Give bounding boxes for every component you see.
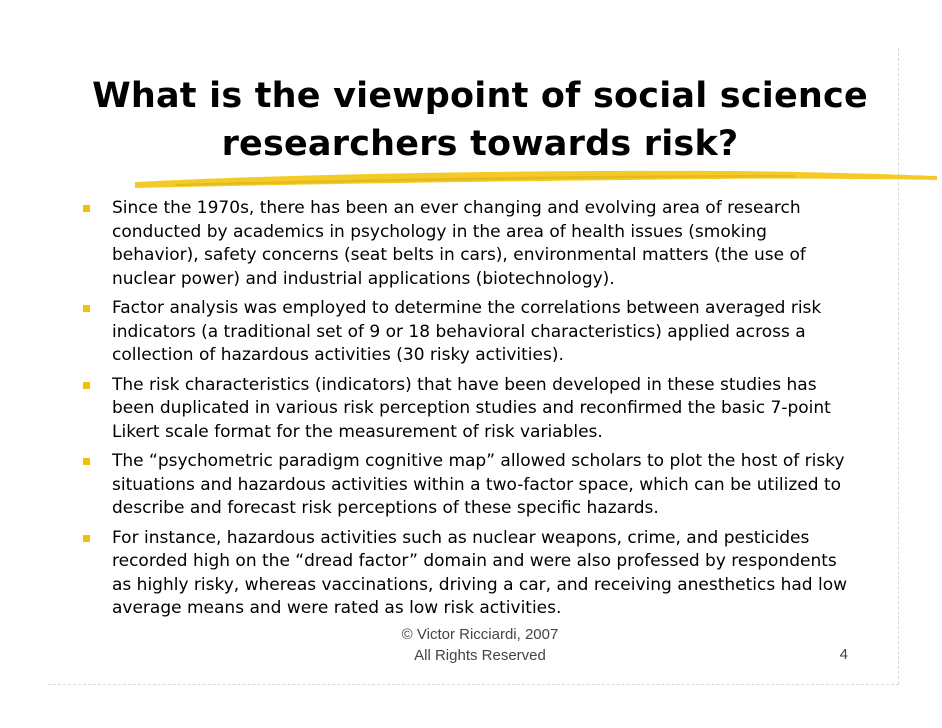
bullet-item <box>66 527 856 621</box>
bullet-square-icon <box>83 535 90 542</box>
title-line-1: What is the viewpoint of social science <box>92 76 868 116</box>
footer-copyright-line-2: All Rights Reserved <box>414 647 546 664</box>
bullet-text: Factor analysis was employed to determine the correlations between averaged risk indicators (a traditional set of 9 or 18 behavioral characteristics) applied across a collection of hazardous activities (30 risky activities). <box>112 298 822 365</box>
bullet-item <box>66 297 856 368</box>
bullet-text: Since the 1970s, there has been an ever changing and evolving area of research conducted by academics in psychology in the area of health issues (smoking behavior), safety concerns (seat belts in cars), environmental matters (the use of nuclear power) and industrial applications (biotechnology). <box>112 198 806 289</box>
bullet-square-icon <box>83 458 90 465</box>
bullet-text: For instance, hazardous activities such as nuclear weapons, crime, and pesticides recorded high on the “dread factor” domain and were also professed by respondents as highly risky, whereas vaccinations, driving a car, and receiving anesthetics had low average means and were rated as low risk activities. <box>112 527 848 618</box>
slide-border-bottom <box>48 684 899 685</box>
bullet-square-icon <box>83 205 90 212</box>
footer-copyright <box>360 624 600 666</box>
title-brush-underline <box>95 162 940 196</box>
bullet-item <box>66 374 856 445</box>
page-number: 4 <box>839 646 848 663</box>
slide-title <box>90 72 870 168</box>
footer-copyright-line-1: © Victor Ricciardi, 2007 <box>401 626 559 643</box>
title-line-2: researchers towards risk? <box>221 124 739 164</box>
bullet-text: The risk characteristics (indicators) that have been developed in these studies has been duplicated in various risk perception studies and reconfirmed the basic 7-point Likert scale format for the measurement of risk variables. <box>112 374 831 442</box>
bullet-text: The “psychometric paradigm cognitive map” allowed scholars to plot the host of risky situations and hazardous activities within a two-factor space, which can be utilized to describe and forecast risk perceptions of these specific hazards. <box>112 451 845 518</box>
bullet-item <box>66 450 856 521</box>
slide-border-right <box>898 48 899 684</box>
bullet-square-icon <box>83 382 90 389</box>
bullet-square-icon <box>83 305 90 312</box>
bullet-item <box>66 197 856 291</box>
bullet-list <box>66 197 856 627</box>
